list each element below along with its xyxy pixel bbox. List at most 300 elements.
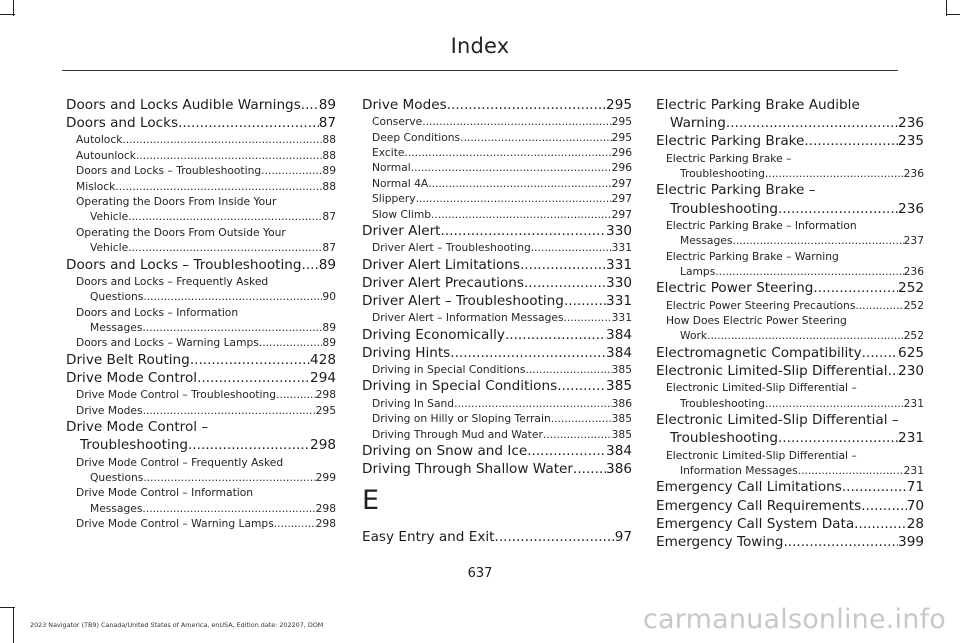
entry-line xyxy=(362,377,632,395)
entry-line xyxy=(66,470,336,485)
entry-page: 89 xyxy=(322,321,336,335)
dot-leader xyxy=(564,292,606,310)
entry-line xyxy=(362,411,632,426)
entry-page: 87 xyxy=(318,115,336,132)
entry-page: 237 xyxy=(903,234,924,248)
entry-line xyxy=(656,396,924,411)
entry-line xyxy=(362,114,632,129)
index-entry xyxy=(362,222,632,240)
dot-leader xyxy=(190,351,310,369)
entry-line xyxy=(362,256,632,274)
entry-continuation: Questions xyxy=(90,470,144,484)
dot-leader xyxy=(551,411,612,426)
entry-text: Electric Parking Brake Audible xyxy=(656,97,860,113)
index-subentry xyxy=(362,145,632,160)
entry-page: 295 xyxy=(611,130,632,144)
index-entry xyxy=(656,515,924,533)
entry-line xyxy=(66,179,336,194)
entry-page: 384 xyxy=(606,326,632,343)
dot-leader xyxy=(804,132,898,150)
entry-page: 297 xyxy=(611,207,632,221)
entry-page: 230 xyxy=(898,363,924,380)
entry-text: Drive Mode Control – Troubleshooting xyxy=(76,388,277,402)
index-subentry xyxy=(66,387,336,402)
index-subentry xyxy=(362,396,632,411)
dot-leader xyxy=(798,463,904,478)
dot-leader xyxy=(422,114,611,129)
entry-page: 386 xyxy=(606,461,632,478)
index-entry xyxy=(362,460,632,478)
dot-leader xyxy=(813,279,898,297)
entry-page: 299 xyxy=(315,470,336,484)
entry-continuation: Questions xyxy=(90,290,144,304)
entry-text: Electric Power Steering Precautions xyxy=(666,298,856,312)
entry-page: 297 xyxy=(611,192,632,206)
crop-mark-bottom-left-vertical xyxy=(13,607,14,643)
entry-text: Electric Parking Brake – Information xyxy=(666,218,857,232)
dot-leader xyxy=(136,148,322,163)
dot-leader xyxy=(197,369,310,387)
entry-text: Emergency Call Requirements xyxy=(656,497,862,514)
index-subentry xyxy=(362,427,632,442)
index-subentry xyxy=(66,485,336,516)
index-subentry xyxy=(66,132,336,147)
entry-page: 235 xyxy=(898,133,924,150)
entry-text: Driver Alert – Troubleshooting xyxy=(372,241,531,255)
dot-leader xyxy=(573,460,606,478)
dot-leader xyxy=(428,176,611,191)
crop-mark-top-left-horizontal xyxy=(0,14,15,15)
dot-leader xyxy=(276,387,316,402)
entry-line xyxy=(656,114,924,132)
entry-line xyxy=(656,200,924,218)
entry-line xyxy=(656,533,924,551)
entry-text: Electric Parking Brake – xyxy=(666,151,792,165)
dot-leader xyxy=(142,320,322,335)
entry-page: 88 xyxy=(322,148,336,162)
index-subentry xyxy=(362,114,632,129)
entry-text: Electronic Limited-Slip Differential – xyxy=(656,412,899,429)
index-entry xyxy=(66,96,336,114)
entry-continuation: Troubleshooting xyxy=(680,167,765,181)
index-subentry xyxy=(66,516,336,531)
entry-line xyxy=(362,130,632,145)
dot-leader xyxy=(543,427,612,442)
entry-continuation: Vehicle xyxy=(90,241,129,255)
entry-page: 428 xyxy=(310,351,336,368)
entry-line xyxy=(656,132,924,150)
entry-page: 298 xyxy=(315,517,336,531)
page-number: 637 xyxy=(467,566,493,581)
index-entry xyxy=(656,478,924,496)
entry-line xyxy=(362,274,632,292)
dot-leader xyxy=(765,166,904,181)
dot-leader xyxy=(557,377,606,395)
entry-text: Driving in Special Conditions xyxy=(372,363,526,377)
entry-text: Normal xyxy=(372,161,411,175)
entry-line xyxy=(66,209,336,224)
index-subentry xyxy=(362,240,632,255)
entry-line xyxy=(66,256,336,274)
entry-continuation: Work xyxy=(680,329,708,343)
entry-line xyxy=(362,240,632,255)
dot-leader xyxy=(188,436,310,454)
entry-line xyxy=(656,463,924,478)
index-section-letter: E xyxy=(362,485,380,517)
entry-page: 236 xyxy=(903,265,924,279)
dot-leader xyxy=(765,396,904,411)
index-entry xyxy=(66,114,336,132)
entry-line xyxy=(362,191,632,206)
page-title: Index xyxy=(450,34,510,58)
entry-text: Electric Parking Brake – xyxy=(656,182,816,199)
dot-leader xyxy=(524,274,606,292)
entry-text: Driving Through Shallow Water xyxy=(362,461,573,478)
entry-line xyxy=(656,362,924,380)
dot-leader xyxy=(450,344,606,362)
entry-page: 236 xyxy=(898,200,924,217)
index-entry xyxy=(66,256,336,274)
entry-page: 90 xyxy=(322,290,336,304)
index-subentry xyxy=(362,310,632,325)
entry-text: Driver Alert xyxy=(362,223,441,240)
dot-leader xyxy=(855,298,903,313)
entry-page: 331 xyxy=(606,293,632,310)
entry-page: 89 xyxy=(322,336,336,350)
watermark: carmanualsonline.info xyxy=(643,604,946,635)
entry-page: 231 xyxy=(903,463,924,477)
entry-text: Driving in Special Conditions xyxy=(362,378,558,395)
index-subentry xyxy=(656,380,924,411)
entry-text: Conserve xyxy=(372,115,423,129)
entry-text: Easy Entry and Exit xyxy=(362,529,495,546)
index-entry xyxy=(656,497,924,515)
entry-continuation: Warning xyxy=(670,115,726,132)
index-entry xyxy=(362,326,632,344)
entry-page: 330 xyxy=(606,223,632,240)
index-entry xyxy=(362,528,632,546)
dot-leader xyxy=(525,362,611,377)
entry-page: 331 xyxy=(611,311,632,325)
entry-text: Electronic Limited-Slip Differential xyxy=(656,363,888,380)
index-entry xyxy=(656,533,924,551)
entry-line xyxy=(362,160,632,175)
dot-leader xyxy=(115,179,322,194)
index-subentry xyxy=(66,194,336,225)
entry-page: 87 xyxy=(322,241,336,255)
index-entry xyxy=(66,369,336,387)
entry-line xyxy=(66,163,336,178)
dot-leader xyxy=(431,207,612,222)
entry-page: 399 xyxy=(898,533,924,550)
index-entry xyxy=(656,96,924,132)
entry-line xyxy=(656,233,924,248)
entry-text: Emergency Towing xyxy=(656,533,784,550)
dot-leader xyxy=(261,163,322,178)
entry-page: 231 xyxy=(898,430,924,447)
entry-line xyxy=(362,222,632,240)
entry-line xyxy=(362,310,632,325)
entry-text: Deep Conditions xyxy=(372,130,461,144)
entry-page: 330 xyxy=(606,274,632,291)
dot-leader xyxy=(888,362,899,380)
entry-text: Drive Mode Control – xyxy=(66,419,209,436)
entry-line xyxy=(66,501,336,516)
entry-text: Electromagnetic Compatibility xyxy=(656,344,862,361)
index-subentry xyxy=(66,274,336,305)
entry-text: Doors and Locks – Warning Lamps xyxy=(76,336,259,350)
entry-line xyxy=(362,460,632,478)
entry-text: Operating the Doors From Inside Your xyxy=(76,195,277,209)
entry-page: 294 xyxy=(310,370,336,387)
entry-line xyxy=(656,328,924,343)
entry-text: Doors and Locks Audible Warnings xyxy=(66,97,301,113)
entry-text: Doors and Locks – Troubleshooting xyxy=(66,256,302,273)
entry-page: 89 xyxy=(318,256,336,273)
entry-page: 331 xyxy=(606,256,632,273)
index-column-2 xyxy=(362,96,632,547)
index-subentry xyxy=(362,362,632,377)
entry-text: Drive Mode Control xyxy=(66,370,198,387)
dot-leader xyxy=(783,533,898,551)
index-entry xyxy=(362,274,632,292)
dot-leader xyxy=(128,240,322,255)
dot-leader xyxy=(128,209,322,224)
entry-text: Autolock xyxy=(76,133,123,147)
dot-leader xyxy=(564,310,612,325)
index-entry xyxy=(656,279,924,297)
entry-line xyxy=(66,114,336,132)
entry-page: 384 xyxy=(606,344,632,361)
entry-text: Driving Through Mud and Water xyxy=(372,427,543,441)
index-entry xyxy=(362,377,632,395)
index-subentry xyxy=(66,305,336,336)
entry-page: 296 xyxy=(611,161,632,175)
index-subentry xyxy=(66,163,336,178)
entry-text: Doors and Locks – Frequently Asked xyxy=(76,274,269,288)
dot-leader xyxy=(778,429,898,447)
entry-text: Slow Climb xyxy=(372,207,432,221)
entry-continuation: Messages xyxy=(90,321,143,335)
index-subentry xyxy=(66,225,336,256)
entry-page: 385 xyxy=(611,427,632,441)
entry-line xyxy=(66,289,336,304)
entry-line xyxy=(66,403,336,418)
entry-continuation: Vehicle xyxy=(90,210,129,224)
entry-page: 298 xyxy=(310,437,336,454)
entry-page: 385 xyxy=(606,378,632,395)
entry-text: Emergency Call Limitations xyxy=(656,479,842,496)
index-entry xyxy=(656,344,924,362)
dot-leader xyxy=(842,478,907,496)
entry-continuation: Messages xyxy=(90,501,143,515)
index-entry xyxy=(66,418,336,454)
entry-page: 252 xyxy=(903,329,924,343)
entry-continuation: Troubleshooting xyxy=(80,437,188,454)
dot-leader xyxy=(520,256,606,274)
entry-line xyxy=(362,326,632,344)
index-entry xyxy=(362,442,632,460)
entry-line xyxy=(66,132,336,147)
entry-text: Driver Alert Precautions xyxy=(362,274,524,291)
entry-text: Driving Economically xyxy=(362,326,505,343)
entry-text: Operating the Doors From Outside Your xyxy=(76,225,286,239)
dot-leader xyxy=(143,470,315,485)
entry-page: 295 xyxy=(611,115,632,129)
dot-leader xyxy=(441,222,607,240)
entry-continuation: Troubleshooting xyxy=(680,396,765,410)
dot-leader xyxy=(460,130,611,145)
entry-page: 296 xyxy=(611,146,632,160)
entry-text: Drive Belt Routing xyxy=(66,351,190,368)
entry-text: Emergency Call System Data xyxy=(656,515,855,532)
entry-page: 297 xyxy=(611,176,632,190)
entry-page: 625 xyxy=(898,344,924,361)
entry-text: Slippery xyxy=(372,192,416,206)
dot-leader xyxy=(861,497,906,515)
entry-text: Electronic Limited-Slip Differential – xyxy=(666,448,857,462)
entry-line xyxy=(362,145,632,160)
crop-mark-top-right-horizontal xyxy=(946,14,960,15)
index-subentry xyxy=(362,207,632,222)
entry-line xyxy=(66,320,336,335)
entry-text: Drive Modes xyxy=(76,403,143,417)
entry-text: Driver Alert Limitations xyxy=(362,256,520,273)
dot-leader xyxy=(416,191,612,206)
entry-page: 28 xyxy=(906,515,924,532)
entry-line xyxy=(362,292,632,310)
crop-mark-bottom-left-horizontal xyxy=(0,607,15,608)
dot-leader xyxy=(707,328,904,343)
entry-continuation: Troubleshooting xyxy=(670,430,778,447)
header-divider xyxy=(62,70,898,71)
dot-leader xyxy=(495,528,615,546)
entry-line xyxy=(656,515,924,533)
index-column-1 xyxy=(66,96,336,532)
entry-text: Electric Parking Brake – Warning xyxy=(666,249,839,263)
entry-text: Mislock xyxy=(76,179,116,193)
entry-page: 386 xyxy=(611,396,632,410)
entry-page: 71 xyxy=(906,479,924,496)
entry-text: How Does Electric Power Steering xyxy=(666,314,847,328)
entry-continuation: Lamps xyxy=(680,265,716,279)
dot-leader xyxy=(143,289,322,304)
entry-text: Normal 4A xyxy=(372,176,429,190)
entry-line xyxy=(656,264,924,279)
entry-line xyxy=(66,335,336,350)
entry-page: 89 xyxy=(322,164,336,178)
entry-line xyxy=(362,362,632,377)
index-subentry xyxy=(66,148,336,163)
entry-line xyxy=(66,148,336,163)
entry-page: 295 xyxy=(315,403,336,417)
entry-line xyxy=(656,429,924,447)
index-subentry xyxy=(66,179,336,194)
entry-page: 252 xyxy=(898,280,924,297)
index-entry xyxy=(656,132,924,150)
dot-leader xyxy=(259,335,323,350)
entry-text: Drive Mode Control – Information xyxy=(76,486,254,500)
index-subentry xyxy=(362,160,632,175)
index-entry xyxy=(656,362,924,380)
entry-continuation: Troubleshooting xyxy=(670,200,778,217)
entry-page: 231 xyxy=(903,396,924,410)
entry-text: Driving In Sand xyxy=(372,396,455,410)
entry-text: Doors and Locks – Information xyxy=(76,305,239,319)
index-entry xyxy=(362,292,632,310)
index-subentry xyxy=(66,455,336,486)
index-subentry xyxy=(362,130,632,145)
entry-line xyxy=(362,528,632,546)
entry-continuation: Information Messages xyxy=(680,463,798,477)
dot-leader xyxy=(302,256,319,274)
entry-line xyxy=(362,96,632,114)
entry-line xyxy=(362,427,632,442)
entry-line xyxy=(362,344,632,362)
dot-leader xyxy=(726,114,898,132)
index-subentry xyxy=(656,151,924,182)
entry-text: Driver Alert – Troubleshooting xyxy=(362,293,564,310)
entry-text: Driver Alert – Information Messages xyxy=(372,311,564,325)
entry-line xyxy=(66,516,336,531)
index-entry xyxy=(656,181,924,217)
entry-text: Doors and Locks xyxy=(66,115,179,132)
index-subentry xyxy=(656,218,924,249)
entry-text: Driving Hints xyxy=(362,344,451,361)
entry-text: Drive Mode Control – Warning Lamps xyxy=(76,517,274,531)
index-subentry xyxy=(66,403,336,418)
entry-line xyxy=(656,279,924,297)
index-column-3 xyxy=(656,96,924,551)
dot-leader xyxy=(527,442,606,460)
index-subentry xyxy=(656,313,924,344)
entry-text: Doors and Locks – Troubleshooting xyxy=(76,164,262,178)
index-entry xyxy=(362,344,632,362)
entry-page: 295 xyxy=(606,97,632,113)
dot-leader xyxy=(274,516,316,531)
entry-line xyxy=(656,497,924,515)
entry-page: 252 xyxy=(903,298,924,312)
entry-page: 298 xyxy=(315,388,336,402)
entry-line xyxy=(66,351,336,369)
dot-leader xyxy=(143,403,316,418)
dot-leader xyxy=(862,344,898,362)
index-entry xyxy=(656,411,924,447)
index-entry xyxy=(66,351,336,369)
entry-text: Electronic Limited-Slip Differential – xyxy=(666,381,857,395)
index-subentry xyxy=(362,191,632,206)
entry-page: 331 xyxy=(611,241,632,255)
entry-page: 88 xyxy=(322,133,336,147)
dot-leader xyxy=(505,326,606,344)
entry-page: 89 xyxy=(318,97,336,113)
entry-line xyxy=(656,344,924,362)
entry-page: 298 xyxy=(315,501,336,515)
edition-footer: 2023 Navigator (TB9) Canada/United States of America, enUSA, Edition date: 202207, DOM xyxy=(30,621,324,629)
entry-page: 87 xyxy=(322,210,336,224)
entry-line xyxy=(66,387,336,402)
entry-line xyxy=(66,96,336,114)
entry-line xyxy=(656,298,924,313)
index-subentry xyxy=(362,411,632,426)
dot-leader xyxy=(778,200,898,218)
index-subentry xyxy=(66,335,336,350)
index-subentry xyxy=(362,176,632,191)
entry-line xyxy=(66,436,336,454)
dot-leader xyxy=(454,396,612,411)
dot-leader xyxy=(531,240,612,255)
index-subentry xyxy=(656,298,924,313)
